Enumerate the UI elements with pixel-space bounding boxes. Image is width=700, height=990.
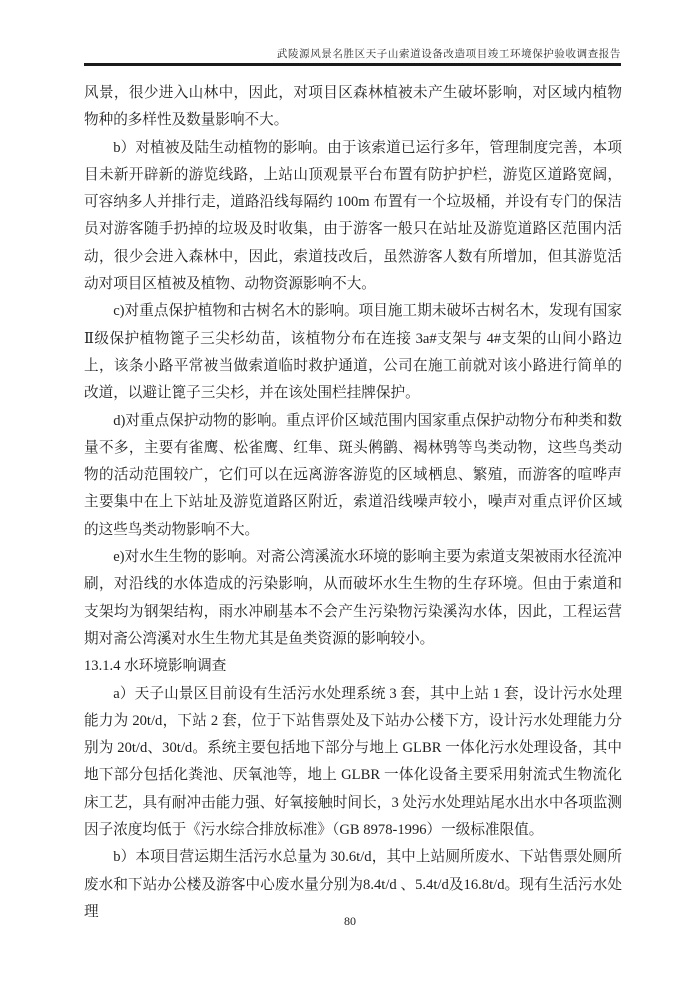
section-heading-13-1-4: 13.1.4 水环境影响调查 xyxy=(84,658,227,675)
paragraph-e-aquatic-life-impact: e)对水生生物的影响。对斋公湾溪流水环境的影响主要为索道支架被雨水径流冲刷，对沿线的水体造成的污染影响，从而破坏水生生物的生存环境。但由于索道和支架均为钢架结构，雨水冲刷基本不会产生污染物污染溪沟水体，因此，工程运营期对斋公湾溪对水生生物尤其是鱼类资源的影响较小。 xyxy=(84,549,622,647)
header-divider-rule xyxy=(84,63,621,66)
paragraph-b-vegetation-impact: b）对植被及陆生动植物的影响。由于该索道已运行多年，管理制度完善，本项目未新开辟新的游览线路，上站山顶观景平台布置有防护护栏，游览区道路宽阔，可容纳多人并排行走，道路沿线每隔约 100m 布置有一个垃圾桶，并设有专门的保洁员对游客随手扔掉的垃圾及时收集，由于游客一般只在站址及游览道路区范围内活动，很少会进入森林中，因此，索道技改后，虽然游客人数有所增加，但其游览活动对项目区植被及植物、动物资源影响不大。 xyxy=(84,139,622,293)
paragraph-continuation: 风景，很少进入山林中，因此，对项目区森林植被未产生破坏影响，对区域内植物物种的多样性及数量影响不大。 xyxy=(84,85,622,129)
paragraph-b-sewage-volume: b）本项目营运期生活污水总量为 30.6t/d，其中上站厕所废水、下站售票处厕所废水和下站办公楼及游客中心废水量分别为8.4t/d 、5.4t/d及16.8t/d。现有生活污水处理 xyxy=(84,849,622,920)
paragraph-a-sewage-systems: a）天子山景区目前设有生活污水处理系统 3 套，其中上站 1 套，设计污水处理能力为 20t/d，下站 2 套，位于下站售票处及下站办公楼下方，设计污水处理能力分别为 20t/d、30t/d。系统主要包括地下部分与地上 GLBR 一体化污水处理设备，其中地下部分包括化粪池、厌氧池等，地上 GLBR 一体化设备主要采用射流式生物流化床工艺，具有耐冲击能力强、好氧接触时间长，3 处污水处理站尾水出水中各项监测因子浓度均低于《污水综合排放标准》（GB 8978-1996）一级标准限值。 xyxy=(84,685,622,839)
running-header-title: 武陵源风景名胜区天子山索道设备改造项目竣工环境保护验收调查报告 xyxy=(276,49,621,60)
page-number: 80 xyxy=(344,914,356,928)
paragraph-c-protected-plants-impact: c)对重点保护植物和古树名木的影响。项目施工期未破坏古树名木，发现有国家Ⅱ级保护植物篦子三尖杉幼苗，该植物分布在连接 3a#支架与 4#支架的山间小路边上，该条小路平常被当做索道临时救护通道，公司在施工前就对该小路进行简单的改道，以避让篦子三尖杉，并在该处围栏挂牌保护。 xyxy=(84,303,622,402)
paragraph-d-protected-animals-impact: d)对重点保护动物的影响。重点评价区域范围内国家重点保护动物分布种类和数量不多，主要有雀鹰、松雀鹰、红隼、斑头鸺鹠、褐林鸮等鸟类动物，这些鸟类动物的活动范围较广，它们可以在远离游客游览的区域栖息、繁殖，而游客的喧哗声主要集中在上下站址及游览道路区附近，索道沿线噪声较小，噪声对重点评价区域的这些鸟类动物影响不大。 xyxy=(84,412,622,538)
document-body xyxy=(84,80,622,926)
